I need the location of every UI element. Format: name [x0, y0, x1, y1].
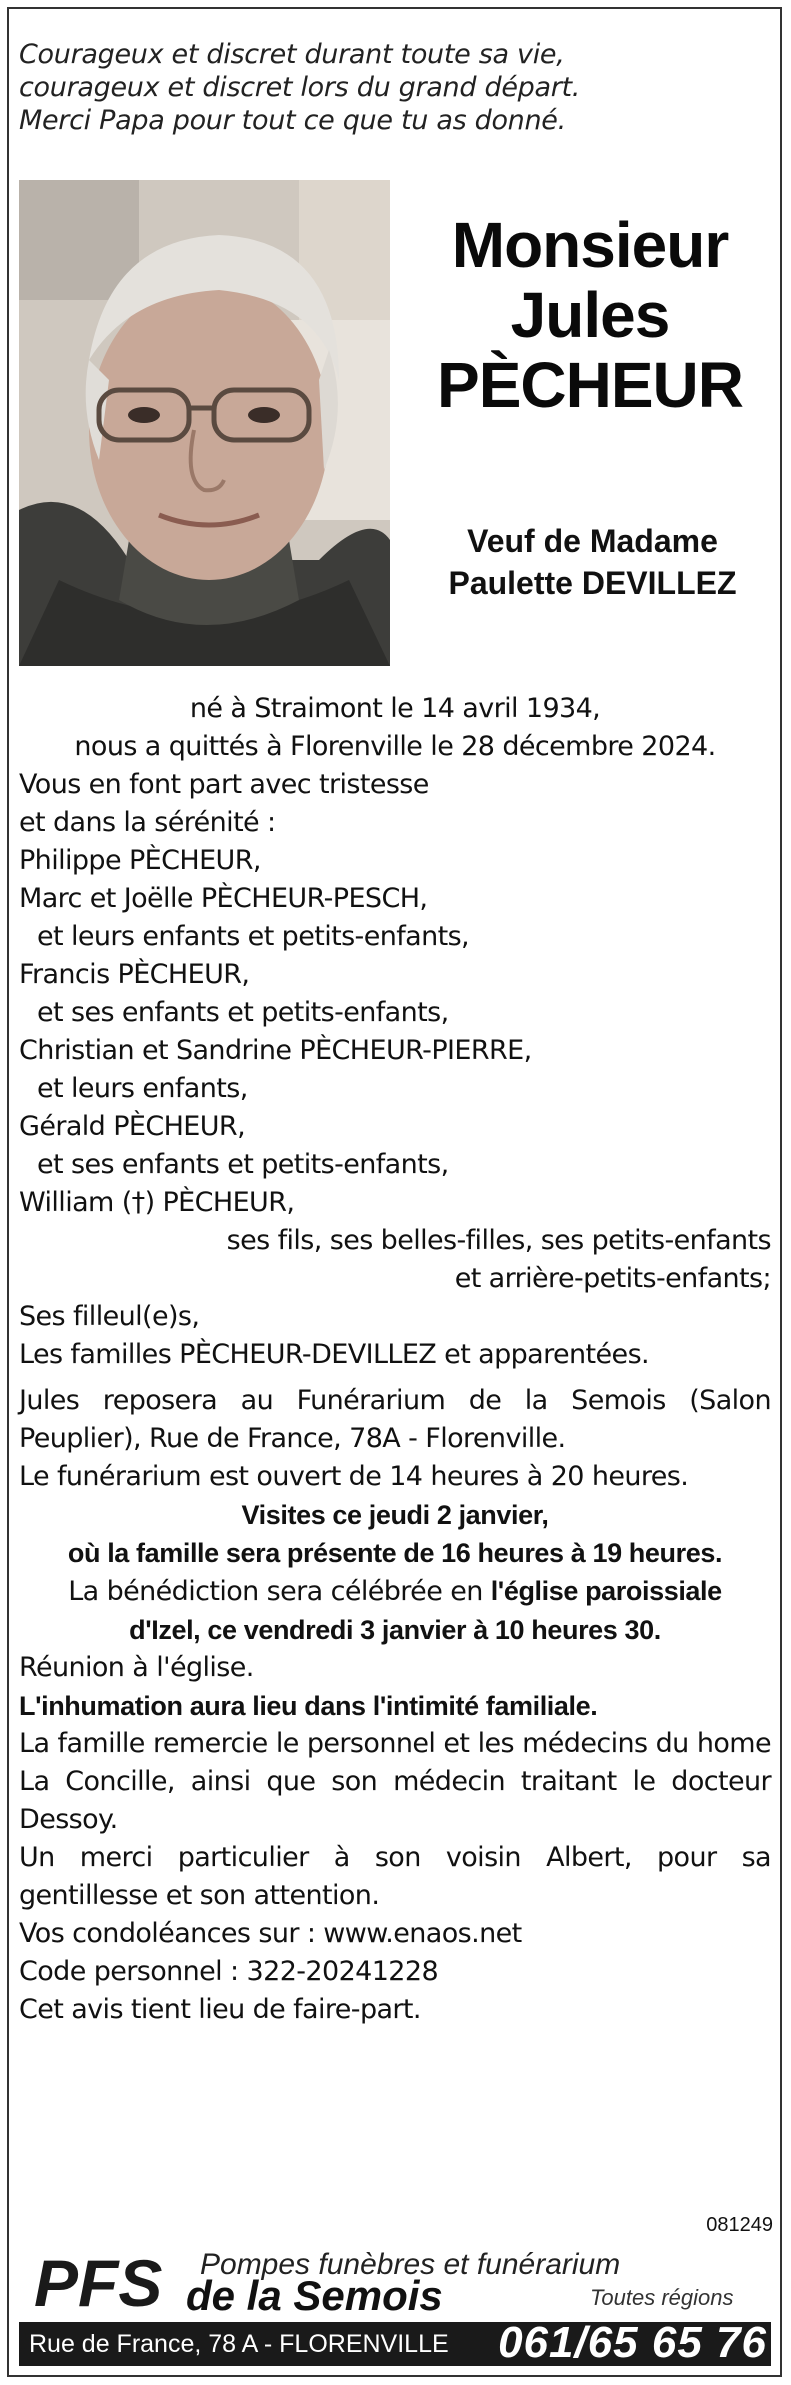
company-address: Rue de France, 78 A - FLORENVILLE [29, 2330, 449, 2358]
quote-line: courageux et discret lors du grand départ. [19, 72, 581, 103]
burial-info: L'inhumation aura lieu dans l'intimité familiale. [19, 1691, 598, 1721]
visits-line: Visites ce jeudi 2 janvier, [241, 1500, 549, 1530]
title-first-name: Jules [510, 279, 670, 351]
family-line: Les familles PÈCHEUR-DEVILLEZ et apparentées. [19, 1339, 650, 1370]
quote-line: Courageux et discret durant toute sa vie, [19, 39, 565, 70]
notice-body [19, 690, 771, 2029]
company-tagline: Pompes funèbres et funérarium [200, 2248, 621, 2281]
family-line: et ses enfants et petits-enfants, [37, 997, 449, 1028]
svg-text:PFS: PFS [34, 2250, 163, 2314]
reference-number: 081249 [706, 2214, 773, 2236]
neighbor-thanks: Un merci particulier à son voisin Albert, pour sa gentillesse et son attention. [19, 1842, 771, 1911]
portrait-photo [19, 180, 390, 666]
funerarium-hours: Le funérarium est ouvert de 14 heures à 20 heures. [19, 1461, 689, 1492]
rest-info: Jules reposera au Funérarium de la Semois (Salon Peuplier), Rue de France, 78A - Florenville. [19, 1385, 771, 1454]
widow-of [420, 520, 765, 604]
visits-line: où la famille sera présente de 16 heures à 19 heures. [67, 1538, 723, 1568]
title-honorific: Monsieur [451, 209, 729, 281]
family-line: Francis PÈCHEUR, [19, 959, 250, 990]
death-line: nous a quittés à Florenville le 28 décembre 2024. [74, 731, 716, 762]
blessing-line [19, 1572, 771, 1611]
footer-bar [19, 2318, 771, 2367]
family-line: Marc et Joëlle PÈCHEUR-PESCH, [19, 883, 428, 914]
personal-code: Code personnel : 322-20241228 [19, 1956, 439, 1987]
notice-info: Cet avis tient lieu de faire-part. [19, 1994, 421, 2025]
pfs-logo [30, 2250, 180, 2314]
service-regions: Toutes régions [590, 2285, 734, 2310]
widow-line: Paulette DEVILLEZ [448, 565, 737, 601]
family-line: ses fils, ses belles-filles, ses petits-enfants [226, 1225, 771, 1256]
family-line: Ses filleul(e)s, [19, 1301, 200, 1332]
blessing-place: l'église paroissiale [490, 1576, 722, 1606]
company-phone: 061/65 65 76 [498, 2318, 767, 2367]
birth-line: né à Straimont le 14 avril 1934, [189, 693, 601, 724]
deceased-name [400, 210, 780, 420]
epitaph-quote [19, 38, 719, 137]
announce-line: Vous en font part avec tristesse [19, 769, 429, 800]
announce-line: et dans la sérénité : [19, 807, 276, 838]
title-last-name: PÈCHEUR [437, 349, 743, 421]
blessing-date: d'Izel, ce vendredi 3 janvier à 10 heures 30. [129, 1615, 661, 1645]
quote-line: Merci Papa pour tout ce que tu as donné. [19, 105, 566, 136]
family-line: et leurs enfants, [37, 1073, 248, 1104]
family-line: et ses enfants et petits-enfants, [37, 1149, 449, 1180]
condolences-link: Vos condoléances sur : www.enaos.net [19, 1918, 522, 1949]
blessing-text: La bénédiction sera célébrée en [68, 1576, 491, 1607]
family-line: William (†) PÈCHEUR, [19, 1187, 295, 1218]
family-line: Christian et Sandrine PÈCHEUR-PIERRE, [19, 1035, 532, 1066]
company-name: de la Semois [186, 2272, 443, 2319]
family-line: Philippe PÈCHEUR, [19, 845, 261, 876]
meeting-info: Réunion à l'église. [19, 1652, 254, 1683]
family-line: et leurs enfants et petits-enfants, [37, 921, 470, 952]
thanks-text: La famille remercie le personnel et les médecins du home La Concille, ainsi que son médecin traitant le docteur Dessoy. [19, 1728, 771, 1835]
widow-line: Veuf de Madame [467, 523, 718, 559]
family-line: et arrière-petits-enfants; [454, 1263, 771, 1294]
family-line: Gérald PÈCHEUR, [19, 1111, 246, 1142]
